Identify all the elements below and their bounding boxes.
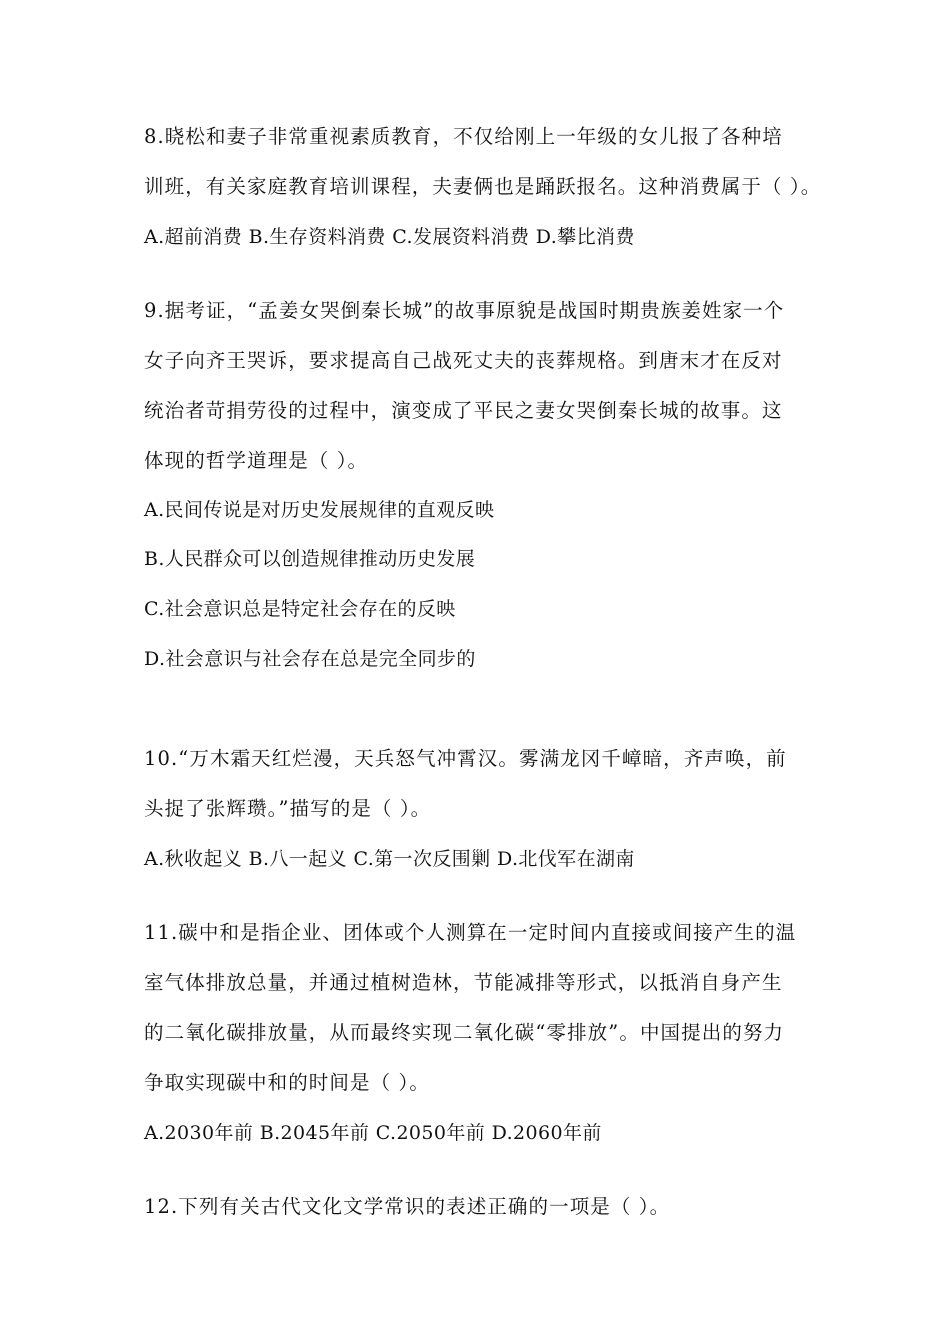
answer-option: B.人民群众可以创造规律推动历史发展 — [144, 548, 476, 570]
question-text: 争取实现碳中和的时间是（ ）。 — [144, 1071, 430, 1094]
question-text: 训班，有关家庭教育培训课程，夫妻俩也是踊跃报名。这种消费属于（ ）。 — [144, 175, 822, 198]
question-text: 体现的哲学道理是（ ）。 — [144, 449, 369, 472]
answer-option: C.社会意识总是特定社会存在的反映 — [144, 598, 456, 620]
question-text: 12.下列有关古代文化文学常识的表述正确的一项是（ ）。 — [144, 1195, 671, 1218]
answer-options: A.2030年前 B.2045年前 C.2050年前 D.2060年前 — [144, 1122, 602, 1144]
answer-option: D.社会意识与社会存在总是完全同步的 — [144, 648, 476, 670]
question-text: 10.“万木霜天红烂漫，天兵怒气冲霄汉。雾满龙冈千嶂暗，齐声唤，前 — [144, 747, 787, 770]
question-text: 9.据考证，“孟姜女哭倒秦长城”的故事原貌是战国时期贵族姜姓家一个 — [144, 299, 785, 322]
answer-options: A.秋收起义 B.八一起义 C.第一次反围剿 D.北伐军在湖南 — [144, 848, 635, 870]
question-text: 室气体排放总量，并通过植树造林，节能减排等形式，以抵消自身产生 — [144, 971, 783, 994]
answer-options: A.超前消费 B.生存资料消费 C.发展资料消费 D.攀比消费 — [144, 226, 635, 248]
question-text: 的二氧化碳排放量，从而最终实现二氧化碳“零排放”。中国提出的努力 — [144, 1021, 785, 1044]
question-text: 8.晓松和妻子非常重视素质教育，不仅给刚上一年级的女儿报了各种培 — [144, 125, 783, 148]
question-text: 统治者苛捐劳役的过程中，演变成了平民之妻女哭倒秦长城的故事。这 — [144, 399, 783, 422]
question-text: 头捉了张辉瓒。”描写的是（ ）。 — [144, 797, 432, 820]
question-text: 女子向齐王哭诉，要求提高自己战死丈夫的丧葬规格。到唐末才在反对 — [144, 349, 783, 372]
question-text: 11.碳中和是指企业、团体或个人测算在一定时间内直接或间接产生的温 — [144, 921, 797, 944]
answer-option: A.民间传说是对历史发展规律的直观反映 — [144, 499, 495, 521]
